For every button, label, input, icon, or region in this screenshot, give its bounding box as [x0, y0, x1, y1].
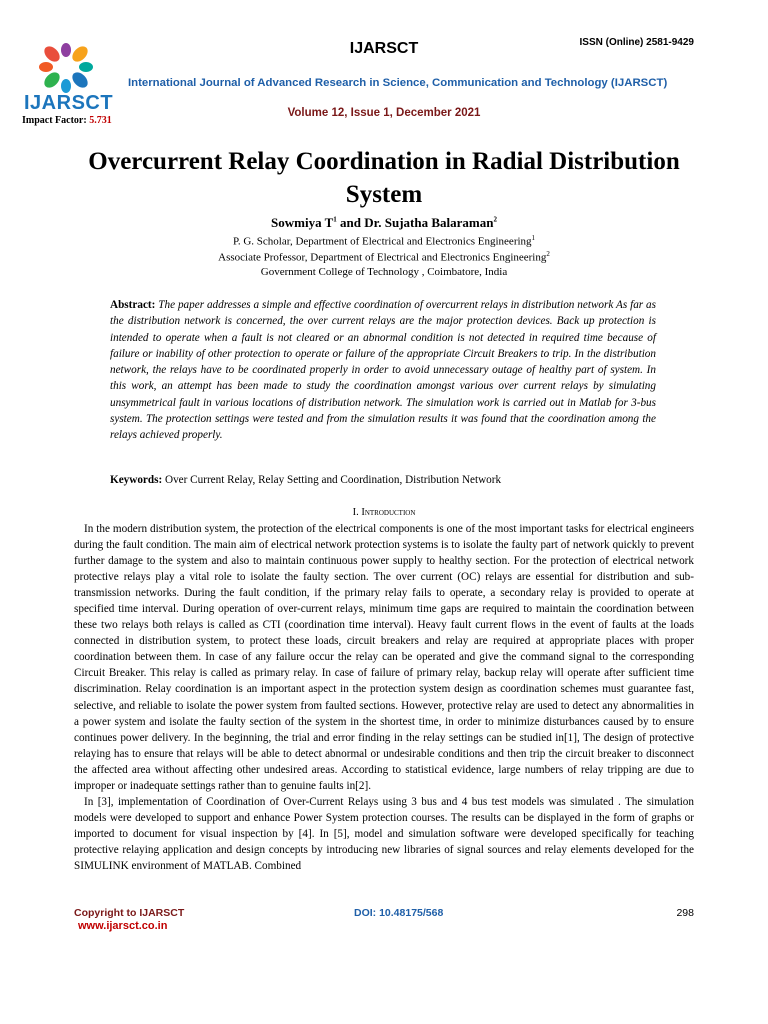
section-title: Introduction — [361, 507, 416, 518]
affiliation-1-sup: 1 — [531, 234, 536, 242]
section-body — [74, 521, 694, 874]
section-heading — [0, 507, 768, 518]
abstract-label: Abstract: — [110, 299, 156, 311]
page-number: 298 — [676, 907, 694, 919]
issn: ISSN (Online) 2581-9429 — [579, 37, 694, 48]
affiliation-1 — [0, 234, 768, 248]
doi-link[interactable]: DOI: 10.48175/568 — [354, 907, 444, 919]
affiliation-2-text: Associate Professor, Department of Electrical and Electronics Engineering — [218, 251, 547, 264]
logo-text: IJARSCT — [24, 92, 114, 114]
journal-full-name: International Journal of Advanced Research in Science, Communication and Technology (IJARSCT) — [128, 77, 668, 89]
paragraph-2: In [3], implementation of Coordination of Over-Current Relays using 3 bus and 4 bus test models was simulated . The simulation models were developed to support and enhance Power System protection courses. The results can be displayed in the form of graphs or imported to document for visual inspection by [4]. In [5], model and simulation software were developed specifically for teaching protective relaying application and design concepts by introducing new libraries of signal sources and relay elements developed for the SIMULINK environment of MATLAB. Combined — [74, 795, 694, 872]
paragraph-1: In the modern distribution system, the protection of the electrical components is one of the most important tasks for electrical engineers during the fault condition. The main aim of electrical network protection systems is to isolate the faulty part of network quickly to prevent further damage to the system and also to maintain continuous power supply to healthy section. For the protection of electrical network protective relays play a vital role to isolate the faulty section. The over current (OC) relays are essential for distribution and sub-transmission networks. During the fault condition, if the primary relay fails to operate, a secondary relay is provided to operate at specified time interval. During operation of over-current relays, minimum time gaps are required to maintain the coordination between these two relays both relays is called as CTI (coordination time interval). Heavy fault current flows in the event of faults at the loads connected in distribution system, to protect these loads, circuit breakers and relay are required at appropriate places with proper coordination between them. In case of any failure occur the relay can be operated and give the command signal to the corresponding Circuit Breaker. This relay is called as primary relay. In case of failure of primary relay, backup relay will operate after sufficient time discrimination. Relay coordination is an important aspect in the protection system design as coordination schemes must guarantee fast, selective, and reliable to isolate the power system from faulted sections. However, protective relay are used to detect any abnormalities in a power system and isolate the faulty section of the system in the shortest time, in order to minimize disturbances caused by to ensure continues power delivery. In the beginning, the trial and error finding in the relay settings can be studied in[1], The design of protective relaying has to ensure that relays will be able to detect abnormal or undesirable conditions and then trip the circuit breaker to disconnect the affected area without affecting other undesired areas. According to statistical evidence, large numbers of relay tripping are due to improper or inadequate settings rather than to genuine faults in[2]. — [74, 523, 694, 792]
journal-abbreviation: IJARSCT — [349, 40, 419, 57]
copyright: Copyright to IJARSCT — [74, 907, 185, 919]
keywords — [110, 474, 670, 486]
author-1: Sowmiya T — [271, 215, 334, 230]
author-2: Dr. Sujatha Balaraman — [364, 215, 494, 230]
section-number: I. — [352, 507, 362, 518]
author-2-sup: 2 — [493, 215, 497, 224]
affiliation-1-text: P. G. Scholar, Department of Electrical and Electronics Engineering — [232, 235, 532, 248]
affiliation-2 — [0, 250, 768, 264]
abstract-text: The paper addresses a simple and effective coordination of overcurrent relays in distribution network As far as the distribution network is concerned, the over current relays are the major protection devices. Back up protection is intended to operate when a fault is not cleared or an abnormal condition is not detected in required time because of failure or inability of other protection to operate or failure of the appropriate Circuit Breakers to trip. In the distribution network, the relays have to be coordinated properly in order to avoid unnecessary outage of healthy part of system. In this work, an attempt has been made to study the coordination amongst various over current relays by simulating unsymmetrical fault in various locations of distribution network. The simulation work is carried out in Matlab for 3-bus system. The protection settings were tested and from the simulation results it was found that the coordination among the relays achieved properly. — [110, 299, 656, 442]
volume-issue: Volume 12, Issue 1, December 2021 — [287, 107, 481, 119]
website-link[interactable]: www.ijarsct.co.in — [78, 920, 168, 932]
abstract — [110, 297, 656, 444]
author-conjunction: and — [336, 215, 365, 230]
author-1-sup: 1 — [333, 215, 337, 224]
authors — [0, 215, 768, 231]
keywords-text: Over Current Relay, Relay Setting and Coordination, Distribution Network — [165, 474, 502, 486]
impact-factor-value: 5.731 — [89, 115, 112, 126]
impact-factor-label: Impact Factor: — [22, 115, 87, 126]
paper-title: Overcurrent Relay Coordination in Radial Distribution System — [88, 148, 680, 208]
affiliation-3: Government College of Technology , Coimbatore, India — [260, 266, 508, 278]
keywords-label: Keywords: — [110, 474, 163, 486]
affiliation-2-sup: 2 — [546, 250, 550, 258]
